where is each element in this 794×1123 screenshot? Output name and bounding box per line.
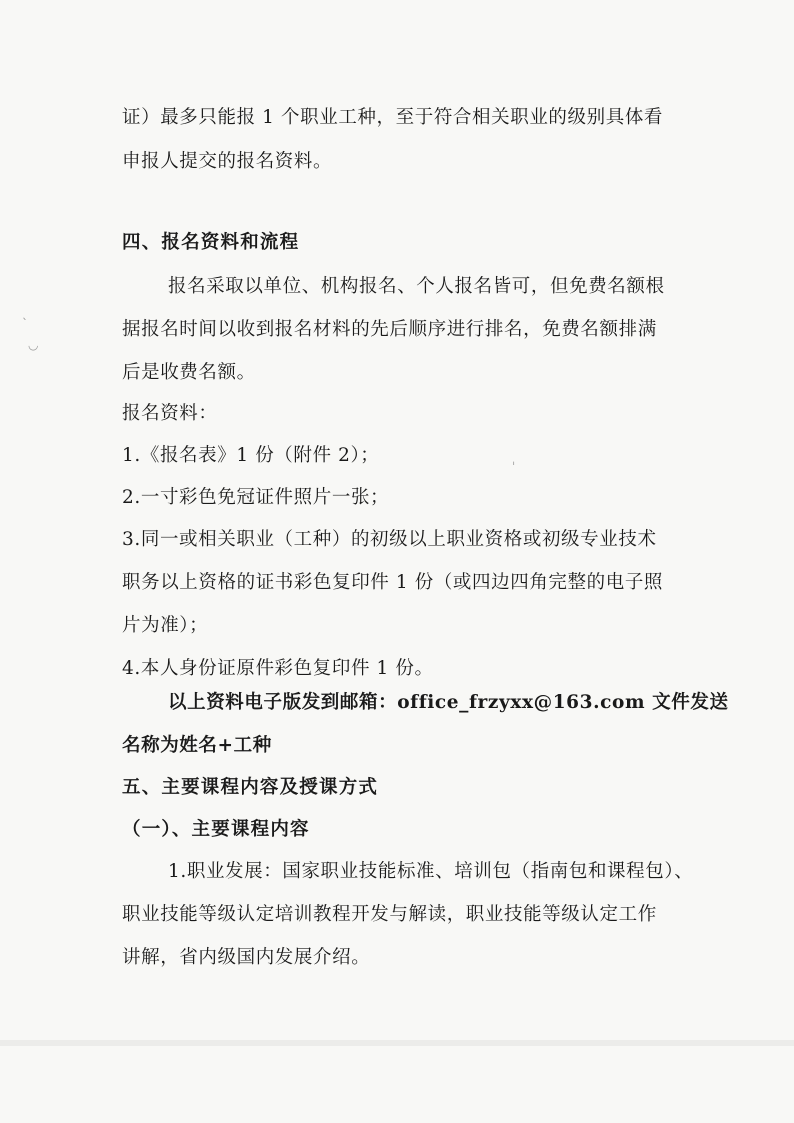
list-item-3: 3.同一或相关职业（工种）的初级以上职业资格或初级专业技术 (122, 529, 657, 550)
text-line-continuation: 证）最多只能报 1 个职业工种，至于符合相关职业的级别具体看 (122, 107, 664, 128)
list-label: 报名资料： (122, 403, 218, 424)
paragraph-line: 讲解，省内级国内发展介绍。 (122, 947, 371, 968)
section-heading-5: 五、主要课程内容及授课方式 (122, 777, 379, 798)
email-instruction-cont: 名称为姓名+工种 (122, 735, 272, 756)
list-item-1: 1.《报名表》1 份（附件 2）； (122, 445, 380, 466)
list-item-3-cont: 职务以上资格的证书彩色复印件 1 份（或四边四角完整的电子照 (122, 572, 664, 593)
paragraph-line: 据报名时间以收到报名材料的先后顺序进行排名，免费名额排满 (122, 319, 657, 340)
list-item-2: 2.一寸彩色免冠证件照片一张； (122, 487, 390, 508)
paragraph-line: 后是收费名额。 (122, 362, 256, 383)
margin-speck: ˌ (512, 452, 516, 466)
scan-shadow-band (0, 1040, 794, 1046)
paragraph-line: 报名采取以单位、机构报名、个人报名皆可，但免费名额根 (168, 276, 665, 297)
list-item-4: 4.本人身份证原件彩色复印件 1 份。 (122, 658, 434, 679)
subsection-heading: （一）、主要课程内容 (122, 819, 310, 840)
margin-speck: ◡ (28, 338, 39, 352)
email-instruction: 以上资料电子版发到邮箱：office_frzyxx@163.com 文件发送 (168, 692, 729, 713)
text-line: 申报人提交的报名资料。 (122, 151, 333, 172)
list-item-3-cont: 片为准）； (122, 615, 209, 636)
paragraph-line: 职业技能等级认定培训教程开发与解读，职业技能等级认定工作 (122, 904, 657, 925)
margin-speck: ˎ (22, 306, 28, 320)
paragraph-line: 1.职业发展：国家职业技能标准、培训包（指南包和课程包）、 (168, 861, 694, 882)
section-heading-4: 四、报名资料和流程 (122, 232, 300, 253)
